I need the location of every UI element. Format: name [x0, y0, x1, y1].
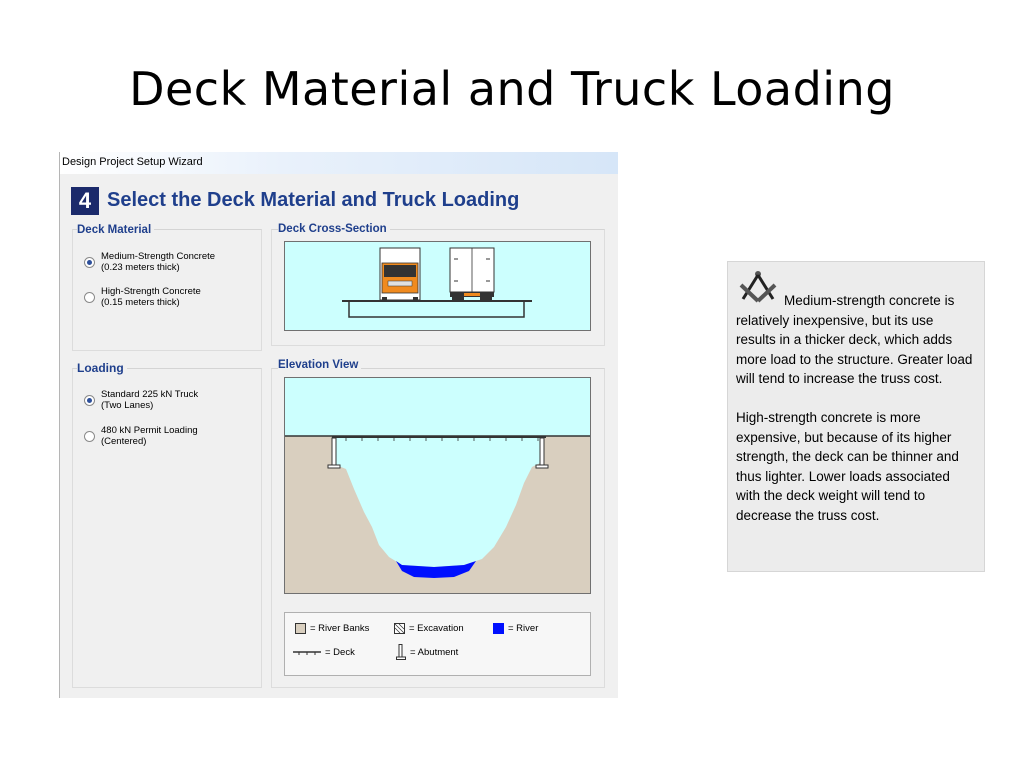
tip-panel [727, 261, 985, 572]
legend-box [284, 612, 591, 676]
legend-river-banks-label: = River Banks [310, 623, 370, 634]
option-sublabel: (0.23 meters thick) [101, 262, 180, 273]
loading-label: Loading [77, 361, 127, 375]
radio-button[interactable] [84, 431, 95, 442]
radio-permit-loading[interactable] [84, 425, 198, 447]
radio-high-strength-concrete[interactable] [84, 286, 201, 308]
deck-material-label: Deck Material [77, 224, 154, 236]
radio-button[interactable] [84, 395, 95, 406]
legend-river-label: = River [508, 623, 539, 634]
excavation-swatch [394, 623, 405, 634]
radio-medium-strength-concrete[interactable] [84, 251, 215, 273]
step-title: Select the Deck Material and Truck Loading [107, 189, 520, 211]
legend-deck-label: = Deck [325, 647, 355, 658]
truck-rear-view [450, 248, 494, 302]
legend-river [493, 623, 538, 634]
legend-river-banks [295, 623, 369, 634]
radio-button[interactable] [84, 292, 95, 303]
elevation-label: Elevation View [278, 359, 361, 371]
river-banks-swatch [295, 623, 306, 634]
step-number-badge: 4 [71, 187, 99, 215]
legend-excavation-label: = Excavation [409, 623, 464, 634]
compass-square-icon [737, 269, 779, 303]
legend-excavation [394, 623, 464, 634]
option-sublabel: (Centered) [101, 436, 147, 447]
window-titlebar: Design Project Setup Wizard [60, 152, 618, 174]
radio-standard-truck[interactable] [84, 389, 198, 411]
slide-title: Deck Material and Truck Loading [129, 62, 895, 116]
setup-wizard-window [59, 152, 618, 698]
cross-section-label: Deck Cross-Section [278, 223, 390, 235]
legend-abutment-label: = Abutment [410, 646, 459, 658]
loading-group [72, 368, 262, 688]
truck-front-view [380, 248, 420, 302]
legend-abutment [396, 644, 458, 660]
radio-button[interactable] [84, 257, 95, 268]
tip-paragraph-2: High-strength concrete is more expensive, but because of its higher strength, the deck can be thinner and thus lighter. Lower loads associated with the deck weight will tend to decrease the truss cost. [736, 409, 959, 523]
abutment-swatch [396, 644, 406, 660]
river-swatch [493, 623, 504, 634]
option-label: Standard 225 kN Truck [101, 389, 199, 400]
option-label: High-Strength Concrete [101, 286, 201, 297]
deck-cross-section-diagram [284, 241, 591, 331]
legend-deck [293, 647, 355, 658]
deck-swatch [293, 647, 321, 658]
tip-paragraph-1: Medium-strength concrete is relatively inexpensive, but its use results in a thicker deck, which adds more load to the structure. Greater load will tend to increase the truss cost. [736, 293, 973, 387]
option-label: Medium-Strength Concrete [101, 251, 216, 262]
elevation-view-diagram [284, 377, 591, 594]
option-sublabel: (Two Lanes) [101, 400, 154, 411]
option-sublabel: (0.15 meters thick) [101, 297, 180, 308]
option-label: 480 kN Permit Loading [101, 425, 198, 436]
